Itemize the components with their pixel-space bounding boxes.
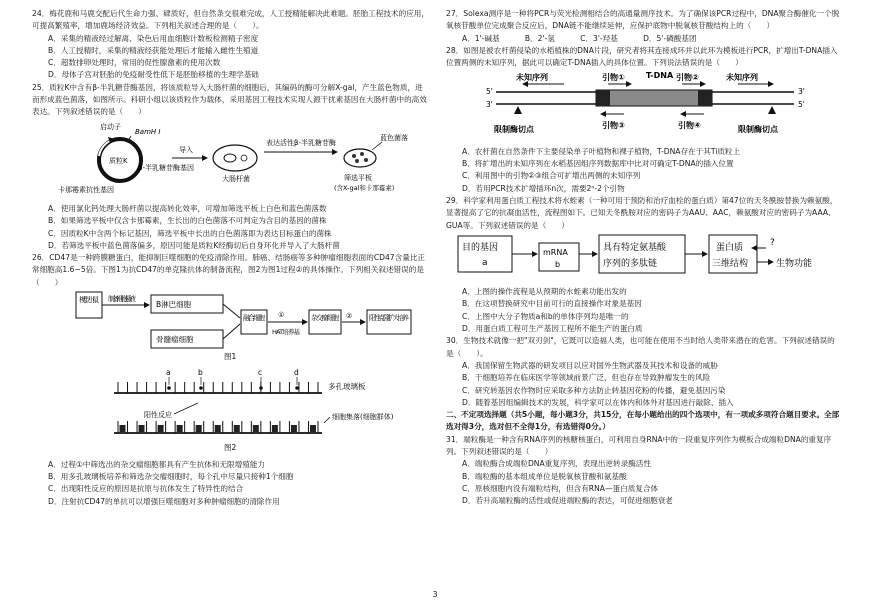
q29-option-c: C．上图中大分子物质a和b的单体序列均是唯一的 (462, 311, 629, 321)
cell-colony (253, 425, 259, 432)
q30-option-c: C．研究转基因农作物时应采取多种方法防止转基因花粉的传播，避免基因污染 (462, 385, 726, 395)
q26-stem: 26．CD47是一种跨膜糖蛋白，能抑制巨噬细胞的免疫清除作用。肺癌、结肠癌等多种肿瘤细胞表面的CD47含量比正常细胞高1.6~5倍。下图1为抗CD47的单克隆抗体的制备流程，图2为图1过程②的具体操作。下列相关叙述错误的是（ ） (32, 253, 426, 287)
page-number: 3 (432, 590, 438, 599)
q26-figure1-svg (32, 290, 430, 362)
cut-left-icon (514, 106, 522, 114)
tdna-label: T-DNA (646, 71, 674, 81)
express-arrow-icon (332, 149, 338, 155)
q26-figure1 (32, 290, 430, 366)
bcell-label: B淋巴细胞 (156, 300, 192, 310)
q27-option-c: C．3'-羟基 (580, 33, 618, 43)
q28-stem: 28．如图是被农杆菌侵染的水稻植株的DNA片段，研究者将其连接成环并以此环为模板进行PCR，扩增出T-DNA插入位置两侧的未知序列，据此可以确定T-DNA插入的具体位置。下列说法错误的是（ ） (446, 45, 838, 68)
mrna-label: mRNA (543, 247, 568, 257)
q25-figure-svg (32, 120, 430, 198)
q28-option-b: B．将扩增出的未知序列在水稻基因组序列数据库中比对可确定T-DNA的插入位置 (462, 159, 734, 169)
q25-option-d: D．若筛选平板中蓝色菌落偏多，原因可能是质粒K经酶切后自身环化并导入了大肠杆菌 (48, 240, 340, 250)
cut-right-icon (768, 106, 776, 114)
cell-colony (177, 425, 183, 432)
q31-option-a: A．端粒酶合成端粒DNA重复序列，表现出逆转录酶活性 (462, 459, 651, 469)
primer3-label: 引物③ (602, 121, 625, 131)
cell-colony (234, 425, 240, 432)
prepare-label: 制备细胞悬液 (108, 295, 136, 304)
cut-right-label: 限制酶切点 (738, 125, 778, 135)
colony-label: 蓝色菌落 (380, 133, 408, 142)
unknown-right-label: 未知序列 (726, 73, 758, 83)
q27-options (446, 33, 842, 45)
figure2-caption: 图2 (224, 443, 237, 453)
q25-stem: 25．质粒K中含有β-半乳糖苷酶基因，将该质粒导入大肠杆菌的细胞后，其编码的酶可分解X-gal，产生蓝色物质，进而形成蓝色菌落，如图所示。科研小组以该质粒作为载体，采用基因工程技术实现人源干扰素基因在大肠杆菌中的高效表达。下列叙述错误的是（ ） (32, 82, 427, 117)
cell-colony (272, 425, 278, 432)
q27-stem: 27．Solexa测序是一种将PCR与荧光检测相结合的高通量测序技术。为了确保该PCR过程中，DNA聚合酶催化一个脱氧核苷酸单位完成聚合反应后，DNA链不能继续延伸，应保护底物中脱氧核苷酸结构上的（ ） (446, 9, 840, 31)
primer1-label: 引物① (602, 73, 625, 83)
tdna-segment (596, 90, 712, 106)
cell-colony (139, 425, 145, 432)
promoter-label: 启动子 (100, 122, 121, 131)
myeloma-label: 骨髓瘤细胞 (156, 335, 194, 345)
import-label: 导入 (179, 145, 193, 154)
peptide-label-1: 具有特定氨基酸 (603, 242, 667, 253)
q24-option-c: C．超数排卵处理时，常用的促性腺激素的使用次数 (48, 58, 221, 68)
bamhi-label: BamH I (135, 127, 161, 136)
q31-option-c: C．原核细胞内没有端粒结构，但含有RNA—蛋白质复合体 (462, 483, 659, 493)
cells-label: 细胞集落(细胞群体) (332, 413, 394, 422)
medium-label: HAT培养基 (272, 328, 300, 337)
figure1-caption: 图1 (224, 352, 237, 362)
unknown-left-label: 未知序列 (516, 73, 548, 83)
cell-colony (196, 425, 202, 432)
right-end-top: 3' (798, 87, 805, 97)
peptide-label-2: 序列的多肽链 (603, 258, 658, 269)
q28-figure (446, 70, 842, 144)
cell-colony (158, 425, 164, 432)
glass-plate-label: 多孔玻璃板 (328, 382, 366, 392)
ecoli-cell (213, 145, 257, 171)
positive-label: 阳性反应 (144, 411, 172, 420)
primer2-label: 引物② (676, 73, 699, 83)
q24-option-a: A．采集的精液经过解离、染色后用血细胞计数板检测精子密度 (48, 33, 259, 43)
left-column (32, 8, 430, 508)
cell-colony (310, 425, 316, 432)
q24-option-b: B．人工授精时，采集的精液经获能处理后才能输入雌性生殖道 (48, 45, 259, 55)
q24-stem: 24．梅花鹿和马鹿交配后代生命力强、肄质好，但自然条交很难完成，人工授精能解决此难题。胚胎工程技术的应用，可提高繁殖率，增加鹿场经济效益。下列相关叙述合理的是（ ）。 (32, 9, 429, 31)
q25-option-c: C．因质粒K中含两个标记基因，筛选平板中长出的白色菌落即为表达目标蛋白的菌株 (48, 228, 332, 238)
cell-colony (291, 425, 297, 432)
plate-label: 筛选平板 (344, 173, 372, 182)
import-arrow-icon (202, 155, 208, 161)
q29-option-a: A．上图的操作流程是从预期的水蛭素功能出发的 (462, 287, 627, 297)
well-label-d: d (294, 368, 299, 378)
left-end-top: 5' (486, 87, 493, 97)
plasmid-label: 质粒K (109, 156, 128, 165)
resistance-label: 卡那霉素抗性基因 (58, 185, 114, 194)
hybrid-label: 杂交瘤细胞 (311, 314, 339, 323)
clone-label: 阳性克隆扩大培养 (369, 314, 409, 323)
well-label-c: c (258, 368, 263, 378)
protein-label-1: 蛋白质 (716, 242, 744, 253)
ecoli-plasmid (224, 154, 236, 162)
q26-figure2 (32, 367, 430, 457)
mouse-label: 模型小鼠 (79, 296, 99, 305)
q29-figure-svg (446, 233, 842, 281)
q26-option-c: C．出现阳性反应的原因是抗原与抗体发生了特异性的结合 (48, 484, 244, 494)
q28-option-c: C．利用图中的引物②③组合可扩增出两侧的未知序列 (462, 171, 641, 181)
label-a: a (482, 257, 488, 268)
gene-label: β-半乳糖苷酶基因 (138, 163, 194, 172)
q29-figure (446, 233, 842, 285)
q28-option-a: A．农杆菌在自然条件下主要侵染单子叶植物和裸子植物，T-DNA存在于其Ti质粒上 (462, 146, 741, 156)
q28-figure-svg (446, 70, 842, 140)
q31-option-d: D．若升高端粒酶的活性或促进端粒酶的表达，可促进细胞衰老 (462, 496, 673, 506)
target-gene-label: 目的基因 (462, 242, 499, 253)
screening-plate (344, 149, 376, 167)
q25-option-b: B．如果筛选平板中仅含卡那霉素，生长出的白色菌落不可判定为含目的基因的菌株 (48, 216, 327, 226)
right-column (446, 8, 842, 508)
cell-colony (120, 425, 126, 432)
function-label: 生物功能 (776, 258, 813, 269)
cut-left-label: 限制酶切点 (494, 125, 534, 135)
q27-option-b: B．2'-氢 (524, 33, 555, 43)
q31-option-b: B．端粒酶的基本组成单位是脱氧核苷酸和氨基酸 (462, 471, 627, 481)
seeded-cell (167, 387, 171, 391)
q26-option-a: A．过程①中筛选出的杂交瘤细胞都具有产生抗体和无限增殖能力 (48, 459, 266, 469)
q25-option-a: A．使用氯化钙处理大肠杆菌以提高转化效率，可增加筛选平板上白色和蓝色菌落数 (48, 203, 327, 213)
step2-label: ② (346, 312, 353, 321)
well-label-b: b (198, 368, 203, 378)
step1-label: ① (278, 311, 285, 320)
question-mark: ? (770, 237, 775, 248)
protein-label-2: 三维结构 (712, 258, 749, 269)
back-arrow-icon (751, 245, 757, 251)
q29-stem: 29．科学家利用蛋白质工程技术将水蛭素（一种可用于预防和治疗血栓的蛋白质）第47位的天冬酰胺替换为赖氨酸，显著提高了它的抗凝血活性，流程图如下。已知天冬酰胺对应的密码子为AAU、AAC，赖氨酸对应的密码子为AAA、GUA等。下列叙述错误的是（ ） (446, 195, 838, 230)
fuse-label: 融合细胞 (243, 314, 265, 323)
q29-option-b: B．在这项替换研究中目前可行的直接操作对象是基因 (462, 299, 642, 309)
q26-option-b: B．用多孔玻璃板培养和筛选杂交瘤细胞时，每个孔中尽量只接种1个细胞 (48, 471, 294, 481)
well-label-a: a (166, 368, 171, 378)
q30-option-b: B．干细胞培养在临床医学等领域前景广泛，但也存在导致肿瘤发生的风险 (462, 373, 711, 383)
q30-option-a: A．我国保留生物武器的研发项目以应对国外生物武器及其技术和设备的威胁 (462, 360, 718, 370)
label-b: b (555, 259, 561, 269)
q27-option-a: A．1'-碱基 (462, 33, 500, 43)
q28-option-d: D．若用PCR技术扩增插环n次，需要2ⁿ-2个引物 (462, 183, 625, 193)
q31-stem: 31．端粒酶是一种含有RNA序列的核糖核蛋白，可利用自身RNA中的一段重复序列作为模板合成端粒DNA的重复序列。下列叙述错误的是（ ） (446, 434, 832, 457)
q26-figure2-svg (32, 367, 430, 453)
primer4-label: 引物④ (678, 121, 701, 131)
express-label: 表达活性β-半乳糖苷酶 (266, 138, 336, 147)
plate-note: (含X-gal和卡那霉素) (334, 183, 395, 192)
q24-option-d: D．母体子宫对胚胎的免疫耐受性低下是胚胎移植的生理学基础 (48, 70, 259, 80)
q29-option-d: D．用蛋白质工程可生产基因工程所不能生产的蛋白质 (462, 324, 643, 334)
q25-figure (32, 120, 430, 202)
q30-stem: 30．生物技术就像一把"双刃剑"，它既可以造福人类，也可能在使用不当时给人类带来潜在的危害。下列叙述错误的是（ ）。 (446, 336, 835, 358)
left-end-bottom: 3' (486, 100, 493, 110)
ecoli-label: 大肠杆菌 (222, 174, 250, 183)
q27-option-d: D．5'-磷酸基团 (643, 33, 697, 43)
q30-option-d: D．随着基因组编辑技术的发展，科学家可以在体内和体外对基因进行敲除、插入 (462, 397, 734, 407)
seeded-cell (259, 387, 263, 391)
cell-colony (215, 425, 221, 432)
q26-option-d: D．注射抗CD47的单抗可以增强巨噬细胞对多种肿瘤细胞的清除作用 (48, 496, 280, 506)
section2-heading: 二、不定项选择题（共5小题，每小题3分，共15分，在每小题给出的四个选项中，有一项或多项符合题目要求。全部选对得3分，选对但不全得1分，有选错得0分。） (446, 410, 840, 432)
seeded-cell (199, 387, 203, 391)
right-end-bottom: 5' (798, 100, 805, 110)
seeded-cell (295, 387, 299, 391)
